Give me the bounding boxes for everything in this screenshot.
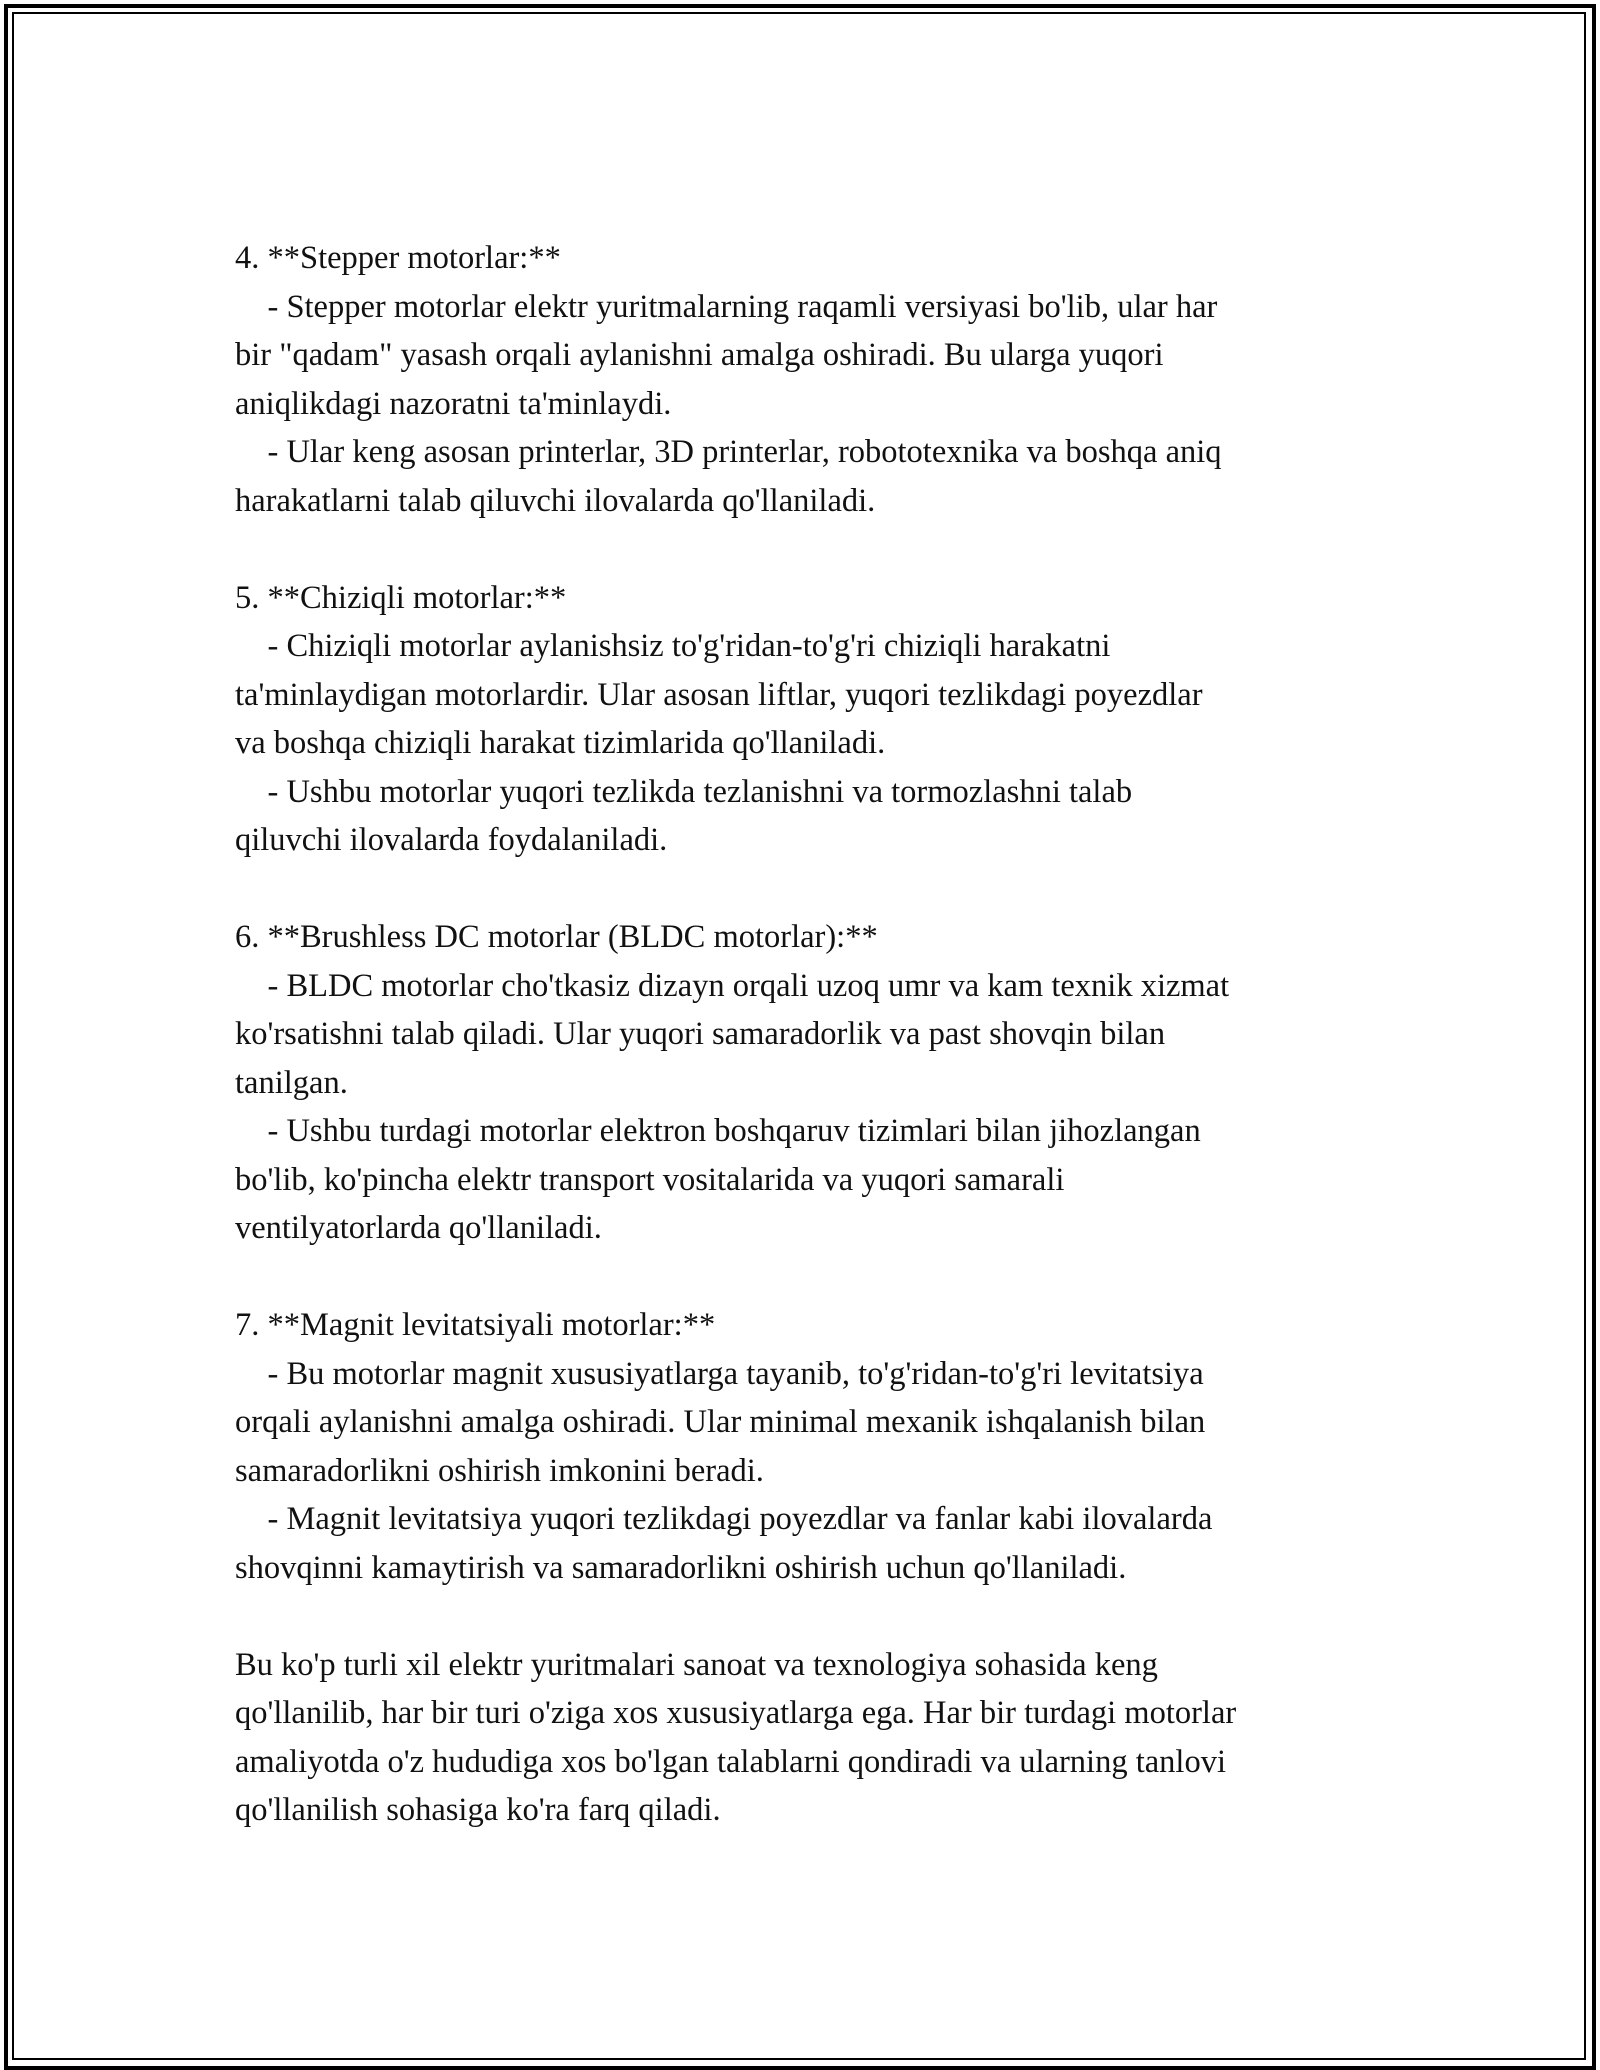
- text-line: bo'lib, ko'pincha elektr transport vositalarida va yuqori samarali: [235, 1161, 1065, 1198]
- text-line: va boshqa chiziqli harakat tizimlarida qo'llaniladi.: [235, 725, 886, 761]
- text-line: - Ushbu motorlar yuqori tezlikda tezlanishni va tormozlashni talab: [235, 773, 1133, 810]
- section-linear-motors: [235, 574, 1385, 865]
- section-heading: 4. **Stepper motorlar:**: [235, 240, 561, 276]
- section-heading: 6. **Brushless DC motorlar (BLDC motorlar):**: [235, 919, 878, 955]
- text-line: qo'llanilib, har bir turi o'ziga xos xususiyatlarga ega. Har bir turdagi motorlar: [235, 1695, 1237, 1731]
- section-bldc-motors: [235, 913, 1385, 1253]
- text-line: ventilyatorlarda qo'llaniladi.: [235, 1210, 602, 1246]
- text-line: ta'minlaydigan motorlardir. Ular asosan liftlar, yuqori tezlikdagi poyezdlar: [235, 676, 1203, 713]
- text-line: qo'llanilish sohasiga ko'ra farq qiladi.: [235, 1792, 721, 1828]
- section-stepper-motors: [235, 234, 1385, 525]
- text-line: samaradorlikni oshirish imkonini beradi.: [235, 1452, 764, 1489]
- text-line: amaliyotda o'z hududiga xos bo'lgan talablarni qondiradi va ularning tanlovi: [235, 1743, 1226, 1780]
- section-heading: 5. **Chiziqli motorlar:**: [235, 579, 567, 616]
- section-maglev-motors: [235, 1301, 1385, 1592]
- text-line: - Bu motorlar magnit xususiyatlarga tayanib, to'g'ridan-to'g'ri levitatsiya: [235, 1355, 1204, 1392]
- text-line: - Ushbu turdagi motorlar elektron boshqaruv tizimlari bilan jihozlangan: [235, 1113, 1201, 1149]
- document-body: [235, 234, 1385, 1883]
- text-line: Bu ko'p turli xil elektr yuritmalari sanoat va texnologiya sohasida keng: [235, 1646, 1158, 1683]
- text-line: - BLDC motorlar cho'tkasiz dizayn orqali uzoq umr va kam texnik xizmat: [235, 967, 1230, 1004]
- text-line: shovqinni kamaytirish va samaradorlikni oshirish uchun qo'llaniladi.: [235, 1549, 1127, 1586]
- text-line: aniqlikdagi nazoratni ta'minlaydi.: [235, 385, 672, 422]
- text-line: - Ular keng asosan printerlar, 3D printerlar, robototexnika va boshqa aniq: [235, 434, 1222, 470]
- text-line: ko'rsatishni talab qiladi. Ular yuqori samaradorlik va past shovqin bilan: [235, 1016, 1166, 1052]
- text-line: orqali aylanishni amalga oshiradi. Ular minimal mexanik ishqalanish bilan: [235, 1404, 1206, 1440]
- text-line: bir "qadam" yasash orqali aylanishni amalga oshiradi. Bu ularga yuqori: [235, 337, 1164, 373]
- text-line: - Chiziqli motorlar aylanishsiz to'g'ridan-to'g'ri chiziqli harakatni: [235, 628, 1111, 664]
- text-line: harakatlarni talab qiluvchi ilovalarda qo'llaniladi.: [235, 482, 876, 519]
- text-line: tanilgan.: [235, 1064, 348, 1101]
- text-line: - Magnit levitatsiya yuqori tezlikdagi poyezdlar va fanlar kabi ilovalarda: [235, 1501, 1213, 1537]
- text-line: qiluvchi ilovalarda foydalaniladi.: [235, 822, 668, 858]
- conclusion-paragraph: [235, 1641, 1385, 1835]
- text-line: - Stepper motorlar elektr yuritmalarning raqamli versiyasi bo'lib, ular har: [235, 288, 1218, 325]
- section-heading: 7. **Magnit levitatsiyali motorlar:**: [235, 1307, 716, 1343]
